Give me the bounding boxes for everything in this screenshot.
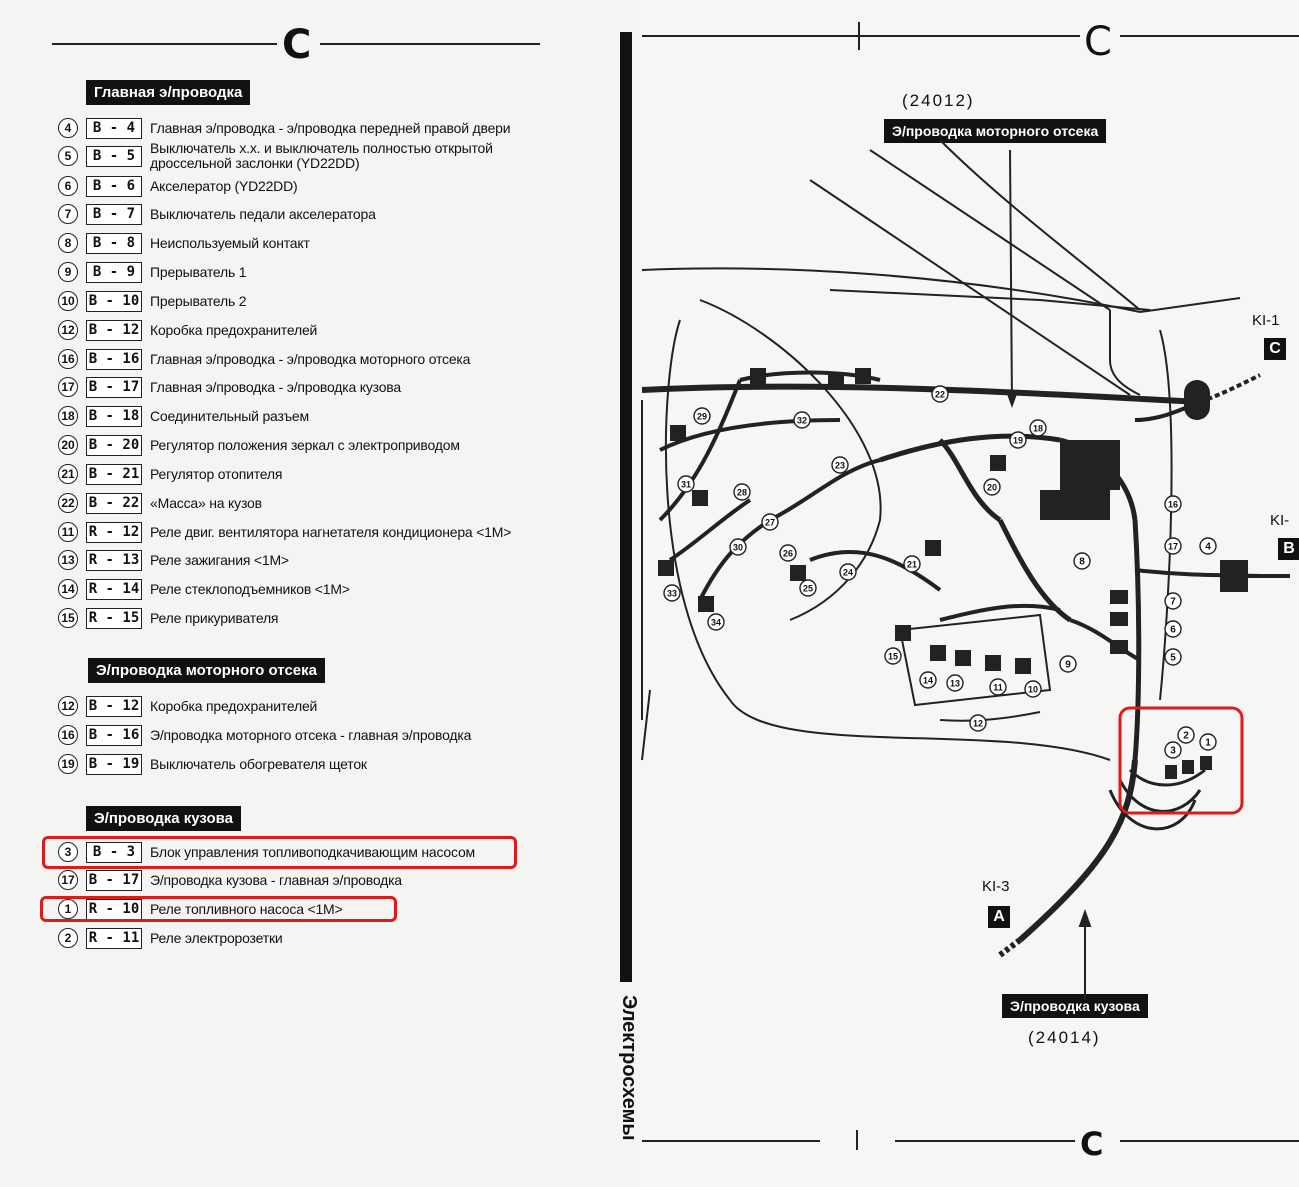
connector-entry: [58, 375, 401, 399]
connector-description: [150, 582, 350, 597]
connector-entry: [58, 289, 246, 313]
diagram-callout: [904, 556, 920, 572]
callout-label: 8: [1079, 556, 1085, 568]
connector-id-ki1: KI-1: [1252, 312, 1280, 329]
callout-number: 12: [58, 320, 78, 340]
connector-code: R - 14: [86, 579, 142, 600]
callout-label: 6: [1170, 624, 1176, 636]
engine-harness-label: Э/проводка моторного отсека: [884, 119, 1106, 143]
diagram-callout: [885, 648, 901, 664]
callout-label: 30: [732, 542, 744, 553]
callout-label: 26: [782, 548, 794, 559]
connector-code: R - 13: [86, 550, 142, 571]
callout-label: 22: [934, 389, 946, 400]
diagram-callout: [1030, 420, 1046, 436]
callout-label: 10: [1027, 684, 1039, 695]
connector-entry: [58, 606, 278, 630]
description-line: Акселератор (YD22DD): [150, 177, 298, 194]
callout-number: 2: [58, 928, 78, 948]
diagram-callout: [678, 476, 694, 492]
diagram-callout: [734, 484, 750, 500]
description-line: Выключатель х.х. и выключатель полностью открытой: [150, 140, 493, 156]
page-letter-right-bottom: C: [1080, 1125, 1104, 1163]
connector-entry: [58, 140, 493, 171]
callout-label: 18: [1032, 423, 1044, 434]
connector-code: B - 8: [86, 233, 142, 254]
connector-code: B - 12: [86, 696, 142, 717]
description-line: Коробка предохранителей: [150, 697, 318, 714]
diagram-callout: [1178, 727, 1194, 743]
callout-number: 15: [58, 608, 78, 628]
callout-number: 18: [58, 406, 78, 426]
callout-number: 12: [58, 696, 78, 716]
connector-letter-c: C: [1264, 338, 1286, 360]
callout-number: 9: [58, 262, 78, 282]
callout-label: 16: [1167, 499, 1179, 510]
connector-description: [150, 380, 401, 395]
connector-code: B - 5: [86, 146, 142, 167]
connector-description: [150, 179, 297, 194]
connector-code: B - 4: [86, 118, 142, 139]
diagram-callout: [1165, 496, 1181, 512]
callout-label: 23: [834, 460, 846, 471]
connector-entry: [58, 433, 460, 457]
connector-entry: [58, 318, 317, 342]
diagram-callout: [1165, 649, 1181, 665]
callout-number: 8: [58, 233, 78, 253]
connector-id-ki3: KI-3: [982, 878, 1010, 895]
description-line: Главная э/проводка - э/проводка кузова: [150, 378, 401, 395]
connector-description: [150, 265, 246, 280]
callout-label: 12: [972, 718, 984, 729]
description-line: Соединительный разъем: [150, 407, 309, 424]
description-line: Блок управления топливоподкачивающим насосом: [150, 843, 475, 860]
callout-number: 21: [58, 464, 78, 484]
top-rule-right: [320, 43, 540, 45]
side-title-text: Электросхемы: [618, 995, 640, 1141]
callout-label: 20: [986, 482, 998, 493]
connector-entry: [58, 347, 470, 371]
description-line: Регулятор положения зеркал с электроприводом: [150, 436, 460, 453]
callout-number: 10: [58, 291, 78, 311]
connector-code: B - 16: [86, 725, 142, 746]
connector-entry: [58, 520, 511, 544]
diagram-callout: [780, 545, 796, 561]
connector-description: [150, 757, 367, 772]
connector-entry: [58, 577, 350, 601]
callout-label: 24: [842, 567, 854, 578]
callout-label: 34: [710, 617, 722, 628]
connector-code: B - 9: [86, 262, 142, 283]
page-spine-bar: [620, 32, 632, 982]
callout-label: 5: [1170, 652, 1176, 664]
callout-label: 7: [1170, 596, 1176, 608]
callout-number: 17: [58, 870, 78, 890]
connector-entry: [58, 868, 402, 892]
connector-description: [150, 352, 470, 367]
callout-label: 11: [993, 682, 1003, 693]
diagram-callout: [947, 675, 963, 691]
connector-description: [150, 699, 317, 714]
description-line: Реле двиг. вентилятора нагнетателя кондиционера <1M>: [150, 523, 512, 540]
connector-code: B - 17: [86, 870, 142, 891]
callout-number: 4: [58, 118, 78, 138]
connector-code: B - 3: [86, 842, 142, 863]
callout-label: 32: [796, 415, 808, 426]
callout-number: 1: [58, 899, 78, 919]
callout-label: 19: [1012, 435, 1024, 446]
connector-entry: [58, 723, 471, 747]
description-line: Реле зажигания <1M>: [150, 551, 289, 568]
connector-description: [150, 236, 310, 251]
connector-code: B - 7: [86, 204, 142, 225]
connector-description: [150, 553, 289, 568]
description-line: Выключатель педали акселератора: [150, 205, 376, 222]
diagram-callout: [1165, 538, 1181, 554]
connector-code: B - 10: [86, 291, 142, 312]
connector-code: R - 12: [86, 522, 142, 543]
callout-number: 5: [58, 146, 78, 166]
connector-code: B - 16: [86, 349, 142, 370]
wiring-diagram: [640, 0, 1299, 1187]
side-title: [612, 995, 642, 1175]
description-line: Главная э/проводка - э/проводка моторного отсека: [150, 350, 471, 367]
diagram-callout: [694, 408, 710, 424]
connector-description: [150, 121, 510, 136]
connector-code: B - 12: [86, 320, 142, 341]
connector-description: [150, 496, 262, 511]
connector-code: R - 10: [86, 899, 142, 920]
callout-label: 3: [1170, 745, 1176, 757]
description-line: Реле прикуривателя: [150, 609, 279, 626]
highlight-b3: [42, 836, 517, 869]
connector-code: B - 19: [86, 754, 142, 775]
callout-label: 29: [696, 411, 708, 422]
page-letter-right: C: [1084, 19, 1112, 65]
connector-entry: [58, 116, 510, 140]
callout-label: 28: [736, 487, 748, 498]
connector-description: [150, 438, 460, 453]
connector-entry: [58, 404, 309, 428]
description-line: Прерыватель 2: [150, 292, 247, 309]
diagram-callout: [832, 457, 848, 473]
top-code: (24012): [902, 91, 975, 110]
connector-entry: [58, 752, 367, 776]
connector-description: [150, 728, 471, 743]
diagram-callout: [1165, 742, 1181, 758]
diagram-callout: [1074, 553, 1090, 569]
callout-label: 4: [1205, 541, 1211, 553]
diagram-callout: [932, 386, 948, 402]
connector-entry: [58, 231, 310, 255]
callout-label: 31: [680, 479, 692, 490]
connector-code: R - 15: [86, 608, 142, 629]
callout-number: 16: [58, 349, 78, 369]
diagram-callout: [664, 585, 680, 601]
connector-entry: [58, 174, 297, 198]
callout-label: 15: [887, 651, 899, 662]
connector-entry: [58, 694, 317, 718]
diagram-callout: [794, 412, 810, 428]
connector-entry: [58, 491, 262, 515]
connector-description: [150, 467, 282, 482]
description-line: Реле стеклоподъемников <1M>: [150, 580, 350, 597]
connector-entry: [58, 260, 246, 284]
connector-description: [150, 207, 376, 222]
callout-number: 17: [58, 377, 78, 397]
connector-letter-a: A: [988, 906, 1010, 928]
connector-code: B - 18: [86, 406, 142, 427]
description-line: Э/проводка кузова - главная э/проводка: [150, 871, 402, 888]
connector-description: [150, 525, 511, 540]
connector-description: [150, 409, 309, 424]
connector-code: B - 22: [86, 493, 142, 514]
connector-code: B - 17: [86, 377, 142, 398]
diagram-callout: [840, 564, 856, 580]
description-line: «Масса» на кузов: [150, 494, 262, 511]
callout-label: 13: [949, 678, 961, 689]
callout-label: 21: [906, 559, 918, 570]
diagram-callout: [708, 614, 724, 630]
connector-id-ki2: KI-: [1270, 512, 1290, 529]
connector-entry: [58, 202, 376, 226]
callout-label: 25: [802, 583, 814, 594]
callout-number: 13: [58, 550, 78, 570]
callout-label: 14: [922, 675, 934, 686]
diagram-callout: [1165, 593, 1181, 609]
diagram-callout: [730, 539, 746, 555]
section-header-engine-harness: Э/проводка моторного отсека: [88, 658, 325, 683]
description-line: Реле электророзетки: [150, 929, 283, 946]
right-page: [640, 0, 1299, 1187]
callout-number: 11: [58, 522, 78, 542]
connector-description: [150, 141, 493, 171]
description-line: Э/проводка моторного отсека - главная э/проводка: [150, 726, 472, 743]
callout-number: 6: [58, 176, 78, 196]
connector-entry: [58, 462, 282, 486]
connector-letter-b: B: [1278, 538, 1299, 560]
callout-number: 22: [58, 493, 78, 513]
callout-number: 19: [58, 754, 78, 774]
connector-entry: [58, 548, 289, 572]
description-line: Регулятор отопителя: [150, 465, 283, 482]
page-letter-left: C: [282, 22, 312, 68]
callout-label: 27: [764, 517, 776, 528]
left-page: [0, 0, 640, 1187]
connector-description: [150, 873, 402, 888]
connector-description: [150, 931, 283, 946]
description-line: Неиспользуемый контакт: [150, 234, 310, 251]
diagram-callout: [1200, 538, 1216, 554]
section-header-body-harness: Э/проводка кузова: [86, 806, 241, 831]
diagram-callout: [1165, 621, 1181, 637]
description-line: Прерыватель 1: [150, 263, 247, 280]
callout-number: 20: [58, 435, 78, 455]
bottom-code: (24014): [1028, 1028, 1101, 1047]
callout-number: 7: [58, 204, 78, 224]
body-harness-label: Э/проводка кузова: [1002, 994, 1148, 1018]
callout-label: 1: [1205, 737, 1211, 749]
callout-label: 9: [1065, 659, 1071, 671]
callout-number: 14: [58, 579, 78, 599]
section-header-main-harness: Главная э/проводка: [86, 80, 250, 105]
connector-code: B - 21: [86, 464, 142, 485]
diagram-callout: [1060, 656, 1076, 672]
diagram-callout: [762, 514, 778, 530]
connector-description: [150, 294, 246, 309]
diagram-callout: [920, 672, 936, 688]
connector-entry: [58, 926, 283, 950]
callout-label: 2: [1183, 730, 1189, 742]
callout-number: 16: [58, 725, 78, 745]
top-rule-left: [52, 43, 277, 45]
description-line-2: дроссельной заслонки (YD22DD): [150, 155, 360, 171]
connector-code: R - 11: [86, 928, 142, 949]
diagram-callout: [984, 479, 1000, 495]
callout-number: 3: [58, 842, 78, 862]
diagram-callout: [1025, 681, 1041, 697]
connector-code: B - 6: [86, 176, 142, 197]
connector-description: [150, 611, 278, 626]
callout-label: 17: [1167, 541, 1179, 552]
description-line: Реле топливного насоса <1M>: [150, 900, 343, 917]
description-line: Выключатель обогревателя щеток: [150, 755, 367, 772]
diagram-callout: [1200, 734, 1216, 750]
description-line: Коробка предохранителей: [150, 321, 318, 338]
diagram-callout: [1010, 432, 1026, 448]
description-line: Главная э/проводка - э/проводка передней правой двери: [150, 119, 511, 136]
connector-description: [150, 323, 317, 338]
callout-label: 33: [666, 588, 678, 599]
diagram-callout: [800, 580, 816, 596]
highlight-r10: [40, 896, 397, 922]
diagram-callout: [990, 679, 1006, 695]
diagram-callout: [970, 715, 986, 731]
connector-code: B - 20: [86, 435, 142, 456]
